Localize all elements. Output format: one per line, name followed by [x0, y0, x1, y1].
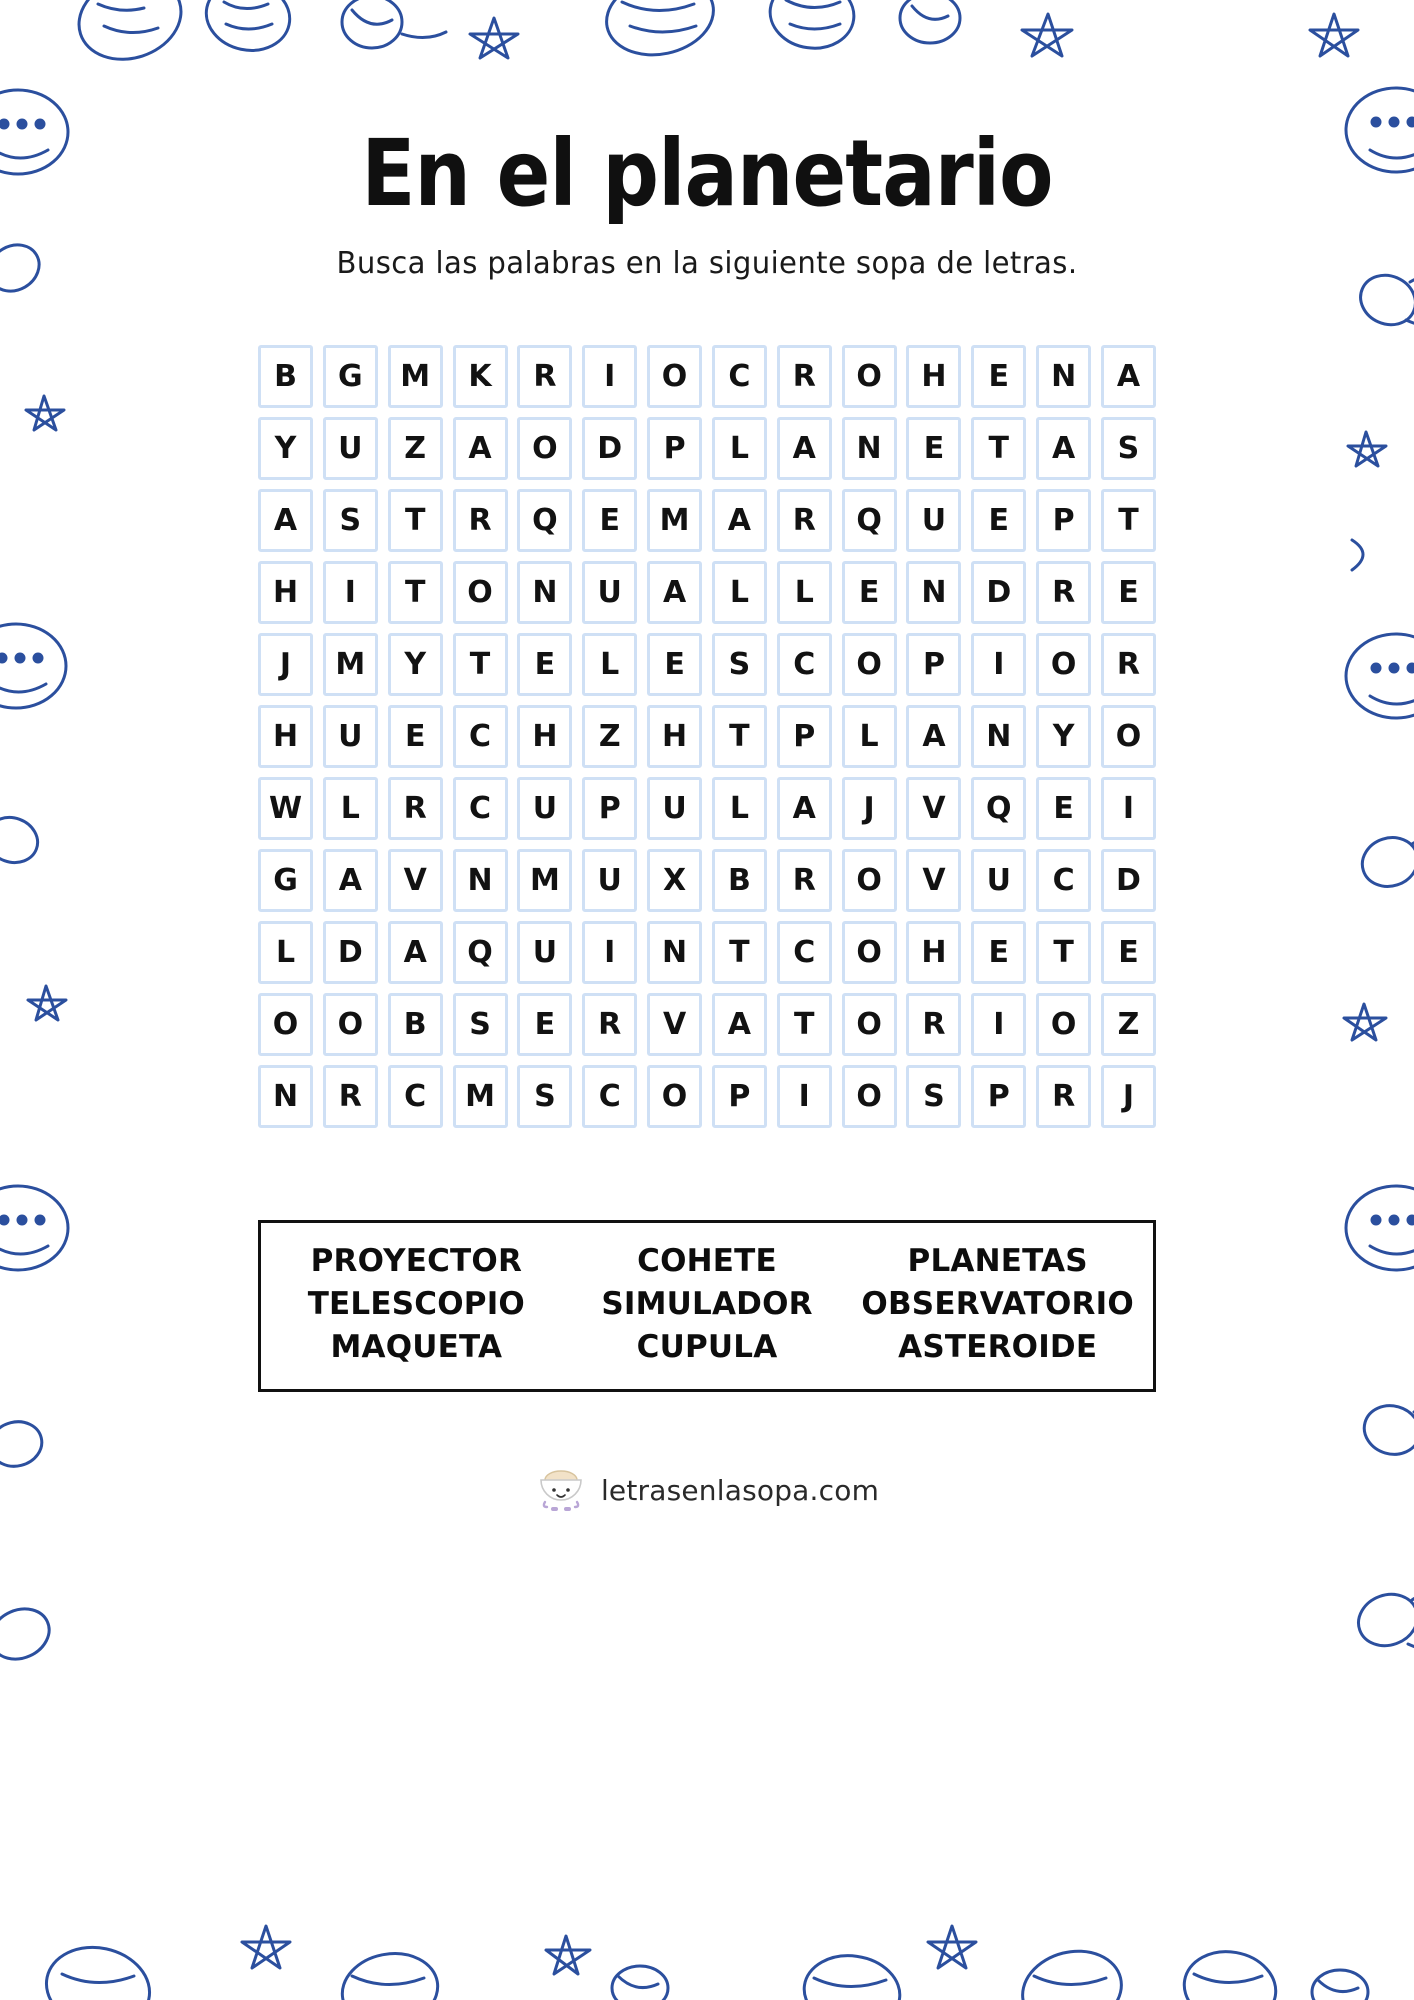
grid-cell[interactable]: R — [582, 993, 637, 1056]
grid-cell[interactable]: L — [777, 561, 832, 624]
grid-cell[interactable]: N — [906, 561, 961, 624]
grid-cell[interactable]: L — [712, 777, 767, 840]
grid-cell[interactable]: T — [1036, 921, 1091, 984]
grid-cell[interactable]: K — [453, 345, 508, 408]
word-list-item[interactable]: OBSERVATORIO — [861, 1286, 1134, 1322]
grid-cell[interactable]: Q — [842, 489, 897, 552]
grid-cell[interactable]: O — [323, 993, 378, 1056]
grid-cell[interactable]: A — [1036, 417, 1091, 480]
grid-cell[interactable]: E — [517, 993, 572, 1056]
grid-cell[interactable]: I — [777, 1065, 832, 1128]
grid-cell[interactable]: B — [258, 345, 313, 408]
grid-cell[interactable]: N — [1036, 345, 1091, 408]
grid-cell[interactable]: C — [453, 777, 508, 840]
grid-cell[interactable]: S — [906, 1065, 961, 1128]
grid-cell[interactable]: R — [323, 1065, 378, 1128]
grid-cell[interactable]: I — [1101, 777, 1156, 840]
grid-cell[interactable]: H — [906, 921, 961, 984]
site-url: letrasenlasopa.com — [600, 1474, 880, 1507]
grid-cell[interactable]: B — [712, 849, 767, 912]
grid-cell[interactable]: O — [1101, 705, 1156, 768]
grid-cell[interactable]: P — [777, 705, 832, 768]
grid-cell[interactable]: R — [777, 345, 832, 408]
grid-cell[interactable]: A — [712, 993, 767, 1056]
grid-row — [258, 561, 1156, 624]
grid-cell[interactable]: P — [582, 777, 637, 840]
grid-cell[interactable]: R — [388, 777, 443, 840]
word-list-item[interactable]: TELESCOPIO — [307, 1286, 525, 1322]
grid-cell[interactable]: T — [388, 561, 443, 624]
grid-cell[interactable]: E — [842, 561, 897, 624]
grid-row — [258, 417, 1156, 480]
grid-cell[interactable]: S — [323, 489, 378, 552]
grid-cell[interactable]: R — [1036, 1065, 1091, 1128]
grid-cell[interactable]: U — [323, 705, 378, 768]
grid-cell[interactable]: L — [712, 417, 767, 480]
grid-cell[interactable]: T — [453, 633, 508, 696]
grid-cell[interactable]: X — [647, 849, 702, 912]
grid-cell[interactable]: V — [388, 849, 443, 912]
grid-cell[interactable]: U — [517, 777, 572, 840]
word-search-grid[interactable] — [258, 345, 1156, 1128]
grid-cell[interactable]: O — [842, 345, 897, 408]
grid-cell[interactable]: R — [1101, 633, 1156, 696]
grid-cell[interactable]: L — [323, 777, 378, 840]
word-list-item[interactable]: SIMULADOR — [601, 1286, 813, 1322]
grid-cell[interactable]: A — [777, 777, 832, 840]
word-list-column-2 — [562, 1243, 853, 1365]
word-list-column-3 — [852, 1243, 1143, 1365]
grid-cell[interactable]: O — [453, 561, 508, 624]
grid-row — [258, 777, 1156, 840]
grid-cell[interactable]: L — [842, 705, 897, 768]
grid-cell[interactable]: O — [258, 993, 313, 1056]
grid-cell[interactable]: S — [1101, 417, 1156, 480]
grid-cell[interactable]: W — [258, 777, 313, 840]
grid-row — [258, 921, 1156, 984]
grid-cell[interactable]: R — [906, 993, 961, 1056]
grid-cell[interactable]: I — [323, 561, 378, 624]
grid-cell[interactable]: O — [517, 417, 572, 480]
grid-cell[interactable]: Y — [258, 417, 313, 480]
grid-cell[interactable]: E — [971, 921, 1026, 984]
grid-cell[interactable]: E — [1036, 777, 1091, 840]
grid-cell[interactable]: M — [517, 849, 572, 912]
grid-cell[interactable]: U — [971, 849, 1026, 912]
grid-cell[interactable]: S — [453, 993, 508, 1056]
grid-cell[interactable]: P — [1036, 489, 1091, 552]
grid-cell[interactable]: T — [712, 705, 767, 768]
grid-cell[interactable]: D — [1101, 849, 1156, 912]
grid-cell[interactable]: N — [647, 921, 702, 984]
grid-cell[interactable]: A — [388, 921, 443, 984]
grid-cell[interactable]: E — [1101, 561, 1156, 624]
grid-cell[interactable]: U — [582, 849, 637, 912]
grid-cell[interactable]: A — [906, 705, 961, 768]
grid-cell[interactable]: E — [517, 633, 572, 696]
grid-cell[interactable]: O — [842, 633, 897, 696]
grid-cell[interactable]: N — [971, 705, 1026, 768]
grid-cell[interactable]: N — [258, 1065, 313, 1128]
grid-cell[interactable]: A — [258, 489, 313, 552]
grid-cell[interactable]: R — [777, 489, 832, 552]
grid-cell[interactable]: O — [842, 1065, 897, 1128]
grid-cell[interactable]: O — [1036, 993, 1091, 1056]
grid-cell[interactable]: E — [1101, 921, 1156, 984]
grid-cell[interactable]: R — [517, 345, 572, 408]
grid-cell[interactable]: C — [777, 921, 832, 984]
grid-row — [258, 993, 1156, 1056]
grid-cell[interactable]: M — [453, 1065, 508, 1128]
grid-cell[interactable]: T — [971, 417, 1026, 480]
grid-cell[interactable]: R — [1036, 561, 1091, 624]
grid-cell[interactable]: E — [906, 417, 961, 480]
grid-row — [258, 1065, 1156, 1128]
grid-cell[interactable]: H — [517, 705, 572, 768]
grid-cell[interactable]: V — [906, 849, 961, 912]
grid-cell[interactable]: N — [842, 417, 897, 480]
grid-cell[interactable]: P — [647, 417, 702, 480]
grid-cell[interactable]: G — [323, 345, 378, 408]
grid-cell[interactable]: A — [1101, 345, 1156, 408]
instruction-text: Busca las palabras en la siguiente sopa de letras. — [336, 246, 1078, 281]
grid-cell[interactable]: M — [323, 633, 378, 696]
grid-cell[interactable]: H — [647, 705, 702, 768]
grid-cell[interactable]: T — [777, 993, 832, 1056]
grid-cell[interactable]: M — [388, 345, 443, 408]
grid-cell[interactable]: D — [971, 561, 1026, 624]
grid-cell[interactable]: R — [777, 849, 832, 912]
page-title: En el planetario — [361, 120, 1053, 227]
grid-cell[interactable]: P — [906, 633, 961, 696]
grid-cell[interactable]: E — [971, 489, 1026, 552]
grid-row — [258, 489, 1156, 552]
grid-cell[interactable]: V — [906, 777, 961, 840]
grid-cell[interactable]: H — [906, 345, 961, 408]
grid-cell[interactable]: Y — [388, 633, 443, 696]
footer — [258, 1464, 1156, 1517]
grid-cell[interactable]: G — [258, 849, 313, 912]
grid-cell[interactable]: A — [647, 561, 702, 624]
grid-cell[interactable]: I — [971, 993, 1026, 1056]
grid-cell[interactable]: C — [582, 1065, 637, 1128]
grid-cell[interactable]: S — [517, 1065, 572, 1128]
grid-cell[interactable]: D — [323, 921, 378, 984]
grid-row — [258, 633, 1156, 696]
grid-cell[interactable]: E — [971, 345, 1026, 408]
word-list-item[interactable]: PROYECTOR — [310, 1243, 523, 1279]
grid-cell[interactable]: U — [582, 561, 637, 624]
grid-cell[interactable]: D — [582, 417, 637, 480]
grid-cell[interactable]: J — [258, 633, 313, 696]
grid-cell[interactable]: Z — [1101, 993, 1156, 1056]
grid-cell[interactable]: I — [582, 345, 637, 408]
word-list-box — [258, 1220, 1156, 1392]
grid-cell[interactable]: U — [906, 489, 961, 552]
word-list-item[interactable]: MAQUETA — [330, 1329, 503, 1365]
grid-cell[interactable]: E — [582, 489, 637, 552]
grid-cell[interactable]: H — [258, 561, 313, 624]
word-list-item[interactable]: COHETE — [637, 1243, 777, 1279]
grid-cell[interactable]: P — [712, 1065, 767, 1128]
grid-cell[interactable]: U — [647, 777, 702, 840]
grid-cell[interactable]: R — [453, 489, 508, 552]
grid-cell[interactable]: L — [712, 561, 767, 624]
grid-cell[interactable]: U — [517, 921, 572, 984]
grid-cell[interactable]: Q — [517, 489, 572, 552]
grid-cell[interactable]: Z — [388, 417, 443, 480]
grid-cell[interactable]: C — [712, 345, 767, 408]
grid-cell[interactable]: E — [388, 705, 443, 768]
grid-cell[interactable]: B — [388, 993, 443, 1056]
grid-cell[interactable]: M — [647, 489, 702, 552]
grid-row — [258, 705, 1156, 768]
word-list-column-1 — [271, 1243, 562, 1365]
grid-cell[interactable]: Q — [971, 777, 1026, 840]
grid-cell[interactable]: N — [453, 849, 508, 912]
word-list-item[interactable]: ASTEROIDE — [898, 1329, 1098, 1365]
word-list-item[interactable]: PLANETAS — [907, 1243, 1088, 1279]
grid-cell[interactable]: N — [517, 561, 572, 624]
grid-cell[interactable]: P — [971, 1065, 1026, 1128]
grid-cell[interactable]: C — [388, 1065, 443, 1128]
grid-cell[interactable]: T — [712, 921, 767, 984]
grid-cell[interactable]: U — [323, 417, 378, 480]
grid-cell[interactable]: A — [453, 417, 508, 480]
grid-cell[interactable]: S — [712, 633, 767, 696]
grid-cell[interactable]: E — [647, 633, 702, 696]
grid-cell[interactable]: C — [777, 633, 832, 696]
grid-row — [258, 849, 1156, 912]
grid-cell[interactable]: O — [1036, 633, 1091, 696]
soup-bowl-icon — [535, 1464, 587, 1517]
grid-row — [258, 345, 1156, 408]
grid-cell[interactable]: O — [842, 849, 897, 912]
grid-cell[interactable]: I — [582, 921, 637, 984]
grid-cell[interactable]: A — [712, 489, 767, 552]
grid-cell[interactable]: A — [777, 417, 832, 480]
grid-cell[interactable]: O — [647, 345, 702, 408]
grid-cell[interactable]: O — [842, 921, 897, 984]
grid-cell[interactable]: I — [971, 633, 1026, 696]
grid-cell[interactable]: Y — [1036, 705, 1091, 768]
grid-cell[interactable]: C — [453, 705, 508, 768]
grid-cell[interactable]: T — [388, 489, 443, 552]
grid-cell[interactable]: J — [842, 777, 897, 840]
grid-cell[interactable]: A — [323, 849, 378, 912]
grid-cell[interactable]: C — [1036, 849, 1091, 912]
grid-cell[interactable]: Q — [453, 921, 508, 984]
grid-cell[interactable]: O — [647, 1065, 702, 1128]
grid-cell[interactable]: L — [582, 633, 637, 696]
grid-cell[interactable]: H — [258, 705, 313, 768]
grid-cell[interactable]: V — [647, 993, 702, 1056]
grid-cell[interactable]: T — [1101, 489, 1156, 552]
word-list-item[interactable]: CUPULA — [636, 1329, 778, 1365]
grid-cell[interactable]: J — [1101, 1065, 1156, 1128]
grid-cell[interactable]: Z — [582, 705, 637, 768]
grid-cell[interactable]: L — [258, 921, 313, 984]
grid-cell[interactable]: O — [842, 993, 897, 1056]
